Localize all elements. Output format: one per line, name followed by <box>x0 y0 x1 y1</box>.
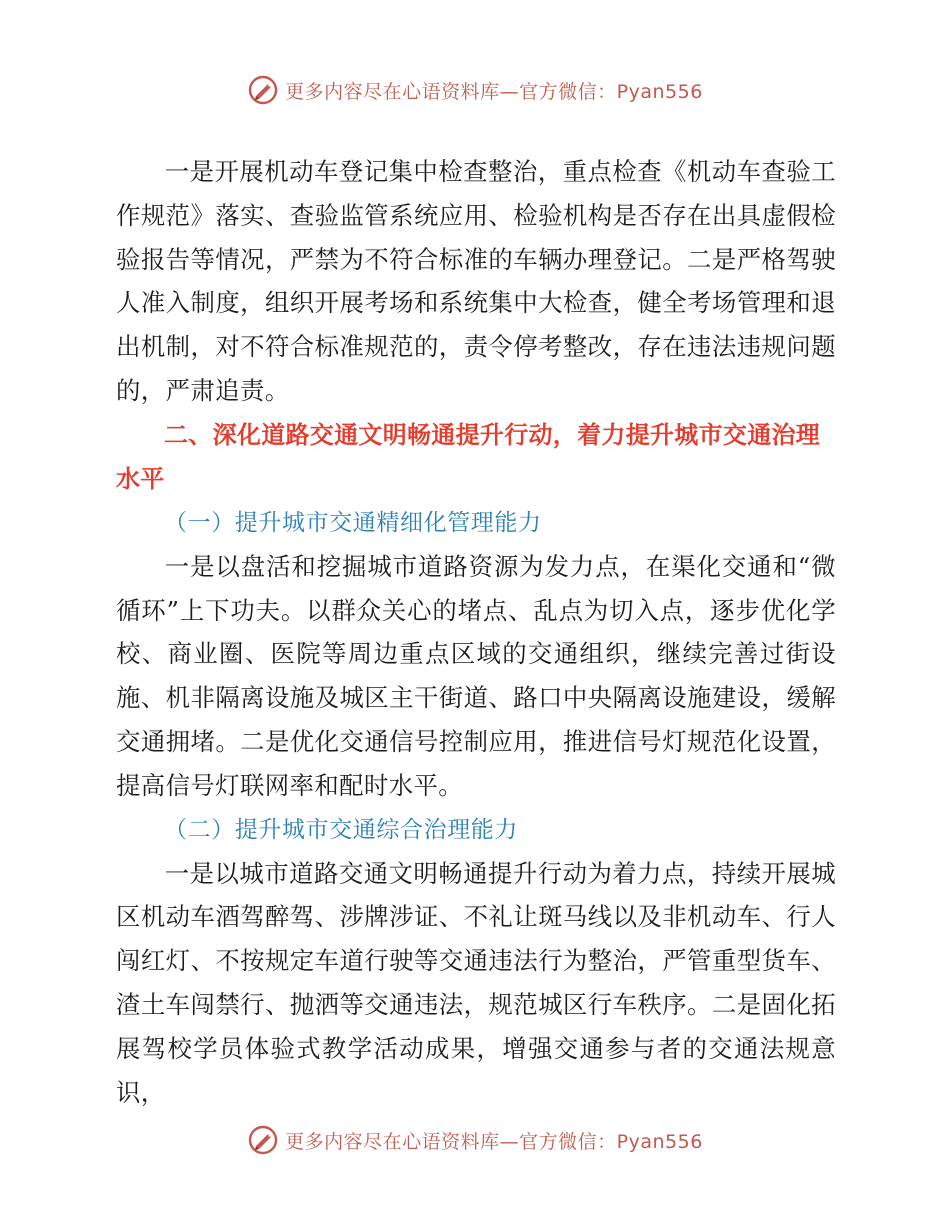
subheading-fine-management: （一）提升城市交通精细化管理能力 <box>164 509 542 536</box>
paragraph-traffic-enforcement: 一是以城市道路交通文明畅通提升行动为着力点，持续开展城区机动车酒驾醉驾、涉牌涉证、不礼让斑马线以及非机动车、行人闯红灯、不按规定车道行驶等交通违法行为整治，严管重型货车、渣土车闯禁行、抛洒等交通违法，规范城区行车秩序。二是固化拓展驾校学员体验式教学活动成果，增强交通参与者的交通法规意识， <box>116 858 836 1107</box>
section-heading: 二、深化道路交通文明畅通提升行动，着力提升城市交通治理水平 <box>116 420 821 493</box>
header-watermark <box>0 70 950 110</box>
pen-logo-icon <box>247 74 279 106</box>
subheading-comprehensive-governance: （二）提升城市交通综合治理能力 <box>164 816 518 843</box>
watermark-text: 更多内容尽在心语资料库—官方微信：Pyan556 <box>285 80 703 103</box>
paragraph-road-resources: 一是以盘活和挖掘城市道路资源为发力点，在渠化交通和“微循环”上下功夫。以群众关心的堵点、乱点为切入点，逐步优化学校、商业圈、医院等周边重点区域的交通组织，继续完善过街设施、机非隔离设施及城区主干街道、路口中央隔离设施建设，缓解交通拥堵。二是优化交通信号控制应用，推进信号灯规范化设置，提高信号灯联网率和配时水平。 <box>116 551 836 800</box>
watermark-text: 更多内容尽在心语资料库—官方微信：Pyan556 <box>285 1130 703 1153</box>
pen-logo-icon <box>247 1124 279 1156</box>
footer-watermark <box>0 1120 950 1160</box>
document-body <box>116 150 836 1114</box>
paragraph-vehicle-registration: 一是开展机动车登记集中检查整治，重点检查《机动车查验工作规范》落实、查验监管系统应用、检验机构是否存在出具虚假检验报告等情况，严禁为不符合标准的车辆办理登记。二是严格驾驶人准入制度，组织开展考场和系统集中大检查，健全考场管理和退出机制，对不符合标准规范的，责令停考整改，存在违法违规问题的，严肃追责。 <box>116 157 836 405</box>
